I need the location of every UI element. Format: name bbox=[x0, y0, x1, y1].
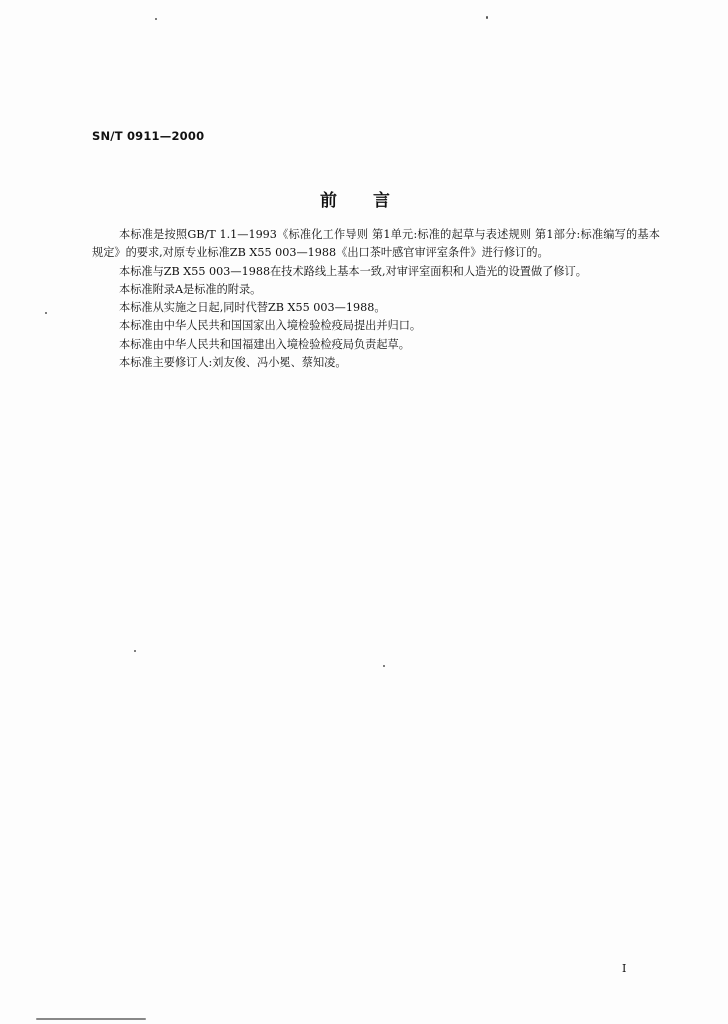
scan-speck bbox=[383, 665, 385, 667]
scan-speck bbox=[45, 312, 47, 314]
foreword-body bbox=[92, 226, 660, 372]
paragraph: 本标准从实施之日起,同时代替ZB X55 003—1988。 bbox=[119, 301, 386, 315]
page-number: I bbox=[622, 962, 627, 975]
scan-speck bbox=[134, 650, 136, 652]
scan-speck bbox=[36, 1018, 146, 1020]
paragraph: 本标准附录A是标准的附录。 bbox=[119, 282, 262, 296]
paragraph: 本标准与ZB X55 003—1988在技术路线上基本一致,对审评室面积和人造光的设置做了修订。 bbox=[119, 264, 587, 278]
paragraph: 本标准主要修订人:刘友俊、冯小冕、蔡知凌。 bbox=[119, 356, 347, 370]
scan-speck bbox=[155, 18, 157, 20]
page-title: 前言 bbox=[320, 191, 426, 211]
paragraph: 本标准由中华人民共和国福建出入境检验检疫局负责起草。 bbox=[119, 337, 410, 351]
scan-speck bbox=[486, 16, 488, 19]
paragraph: 本标准由中华人民共和国国家出入境检验检疫局提出并归口。 bbox=[119, 319, 422, 333]
standard-code: SN/T 0911—2000 bbox=[92, 129, 205, 143]
paragraph: 本标准是按照GB/T 1.1—1993《标准化工作导则 第1单元:标准的起草与表述规则 第1部分:标准编写的基本规定》的要求,对原专业标准ZB X55 003—1988《出口茶叶感官审评室条件》进行修订的。 bbox=[92, 228, 660, 260]
